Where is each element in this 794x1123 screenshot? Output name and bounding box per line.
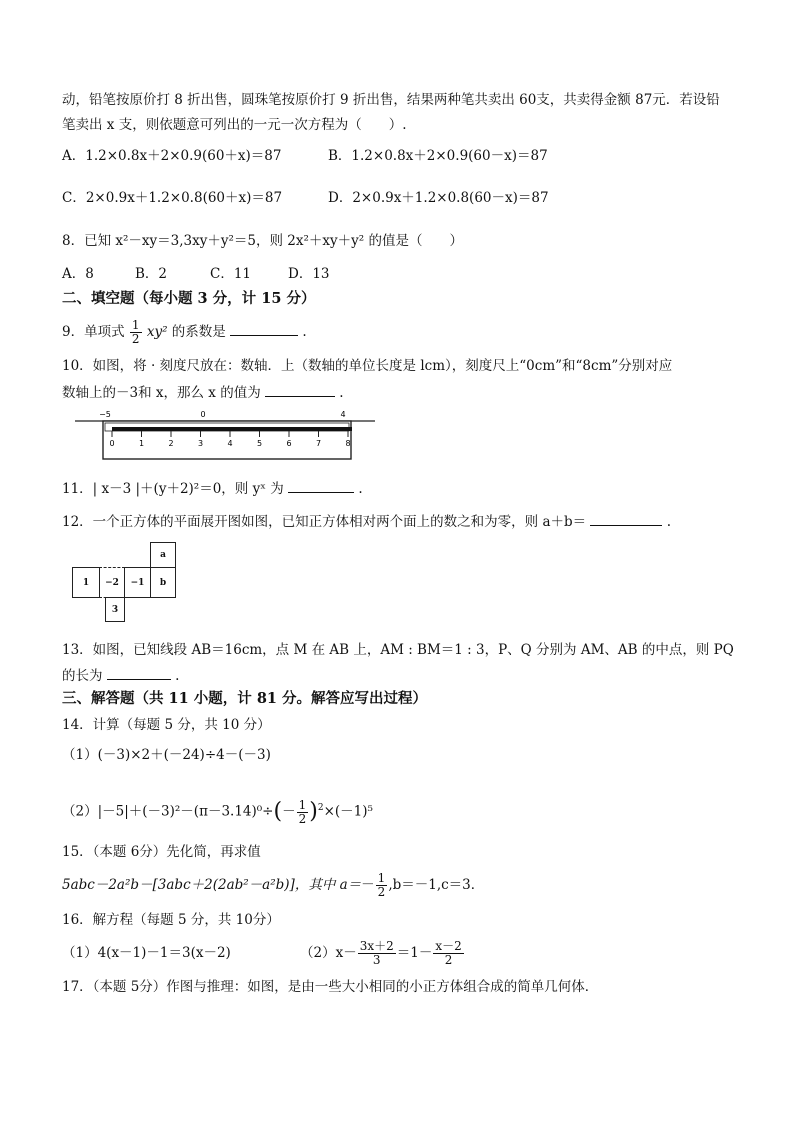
q11-answer-blank[interactable]: [288, 479, 354, 493]
q9-variable: xy²: [146, 324, 168, 340]
q15-frac-den: 2: [377, 885, 386, 899]
q9-prefix: 9．单项式: [62, 324, 125, 340]
q14-part1: （1）(－3)×2＋(－24)÷4－(－3): [62, 747, 271, 763]
q10-line1: 10．如图，将 · 刻度尺放在：数轴．上（数轴的单位长度是 lcm），刻度尺上“0cm”和“8cm”分别对应: [62, 358, 673, 374]
cube-net-figure: [72, 542, 182, 624]
q9-frac-den: 2: [131, 332, 140, 346]
q14-frac-den: 2: [298, 811, 307, 826]
q17-text: 17．（本题 5分）作图与推理：如图，是由一些大小相同的小正方体组合成的简单几何体．: [62, 979, 599, 995]
q16-part2-mid: ＝1－: [396, 945, 433, 961]
section2-heading: 二、填空题（每小题 3 分，计 15 分）: [62, 290, 316, 307]
q14-part2-prefix: （2）|－5|＋(－3)²－(π－3.14)⁰÷: [62, 803, 274, 820]
q15-expression: 5abc－2a²b－[3abc＋2(2ab²－a²b)]，其中 a＝－ $\frac{1}{2}$ ,b＝－1,c＝3．: [62, 871, 485, 899]
q14-part2: （2）|－5|＋(－3)²－(π－3.14)⁰÷(－ $\frac{1}{2}$ )$^2$×(－1)⁵: [62, 797, 373, 826]
q16-frac1-num: 3x＋2: [359, 939, 394, 953]
q15-fraction: [376, 872, 388, 899]
q12-text: 12．一个正方体的平面展开图如图，已知正方体相对两个面上的数之和为零，则 a＋b＝: [62, 514, 587, 530]
q10-end: .: [339, 385, 344, 401]
axis-label-0: 0: [200, 410, 206, 419]
q7-option-d: D．2×0.9x＋1.2×0.8(60－x)＝87: [328, 190, 549, 206]
q15-title: 15．（本题 6分）先化简，再求值: [62, 844, 261, 860]
q11: [62, 479, 363, 498]
q7-line1: 动，铅笔按原价打 8 折出售，圆珠笔按原价打 9 折出售，结果两种笔共卖出 60支，共卖得金额 87元．若设铅: [62, 92, 720, 108]
axis-label-4: 4: [340, 410, 346, 419]
q14-frac-num: 1: [298, 797, 307, 812]
q16-fraction1: [358, 940, 396, 967]
q16-frac1-den: 3: [372, 953, 381, 967]
q13-end: .: [175, 668, 180, 684]
q8-option-d: D．13: [288, 266, 330, 282]
q14-fraction: [297, 799, 309, 826]
ruler-figure: [75, 408, 375, 464]
section3-heading: 三、解答题（共 11 小题，计 81 分。解答应写出过程）: [62, 690, 428, 707]
ruler-tick-label-2: 2: [168, 439, 174, 448]
q8-option-a: A．8: [62, 266, 94, 282]
ruler-tick-label-5: 5: [256, 439, 263, 448]
q13-line2: [62, 666, 179, 685]
ruler-tick-label-4: 4: [227, 439, 233, 448]
q7-option-b: B．1.2×0.8x＋2×0.9(60－x)＝87: [328, 148, 548, 164]
q9: [62, 318, 307, 346]
q9-fraction: [130, 319, 142, 346]
q8-option-b: B．2: [135, 266, 168, 282]
q8-option-c: C．11: [210, 266, 252, 282]
q9-frac-num: 1: [131, 318, 140, 332]
net-cell-a: a: [150, 542, 176, 568]
ruler-tick-label-8: 8: [345, 439, 351, 448]
q16-frac2-num: x－2: [435, 939, 462, 953]
q8-stem: 8．已知 x²－xy＝3,3xy＋y²＝5，则 2x²＋xy＋y² 的值是（ ）: [62, 233, 463, 249]
q9-answer-blank[interactable]: [230, 322, 298, 336]
q13-line2-text: 的长为: [62, 668, 103, 684]
q12-end: .: [666, 514, 672, 530]
ruler-tick-label-1: 1: [138, 439, 145, 448]
q12-answer-blank[interactable]: [590, 512, 662, 526]
net-cell-minus1: −1: [124, 567, 151, 598]
q12: [62, 512, 671, 531]
q15-frac-num: 1: [377, 871, 386, 885]
net-cell-3: 3: [105, 597, 125, 622]
q14-right-paren: ): [309, 799, 318, 824]
q10-line2-text: 数轴上的－3和 x，那么 x 的值为: [62, 385, 261, 401]
q9-suffix: 的系数是: [171, 324, 226, 340]
q9-end: .: [302, 324, 307, 340]
ruler-tick-label-7: 7: [315, 439, 322, 448]
ruler-scale-band: [112, 427, 352, 431]
q15-rest: ,b＝－1,c＝3．: [388, 877, 485, 893]
q7-line2: 笔卖出 x 支，则依题意可列出的一元一次方程为（ ）.: [62, 117, 407, 133]
ruler-tick-label-6: 6: [286, 439, 292, 448]
q15-expr: 5abc－2a²b－[3abc＋2(2ab²－a²b)]，其中 a＝: [62, 877, 362, 893]
q7-option-c: C．2×0.9x＋1.2×0.8(60＋x)＝87: [62, 190, 283, 206]
q13-line1: 13．如图，已知线段 AB＝16cm，点 M 在 AB 上，AM : BM＝1 : 3，P、Q 分别为 AM、AB 的中点，则 PQ: [62, 642, 734, 658]
q11-end: .: [358, 481, 363, 497]
q16-frac2-den: 2: [444, 953, 453, 967]
q16-part1: （1）4(x－1)－1＝3(x－2): [62, 945, 231, 961]
q10-answer-blank[interactable]: [265, 383, 335, 397]
q14-title: 14．计算（每题 5 分，共 10 分）: [62, 717, 271, 733]
q16-title: 16．解方程（每题 5 分，共 10分）: [62, 912, 280, 928]
q7-option-a: A．1.2×0.8x＋2×0.9(60＋x)＝87: [62, 148, 282, 164]
ruler-tick-label-0: 0: [109, 439, 115, 448]
ruler-tick-label-3: 3: [197, 439, 204, 448]
q13-answer-blank[interactable]: [107, 666, 171, 680]
q11-text: 11．| x－3 |＋(y＋2)²＝0，则 yˣ 为: [62, 481, 284, 497]
q16-part2: [300, 936, 465, 970]
net-cell-minus2: −2: [99, 567, 125, 598]
net-cell-1: 1: [72, 567, 100, 598]
q14-left-paren: (: [273, 799, 283, 824]
q16-fraction2: [433, 940, 463, 967]
q14-part2-suffix: ×(－1)⁵: [323, 803, 373, 820]
net-cell-b: b: [150, 567, 176, 598]
q10-line2: [62, 383, 344, 402]
q16-part2-prefix: （2）x－: [300, 945, 357, 961]
axis-label-minus5: −5: [99, 410, 111, 419]
